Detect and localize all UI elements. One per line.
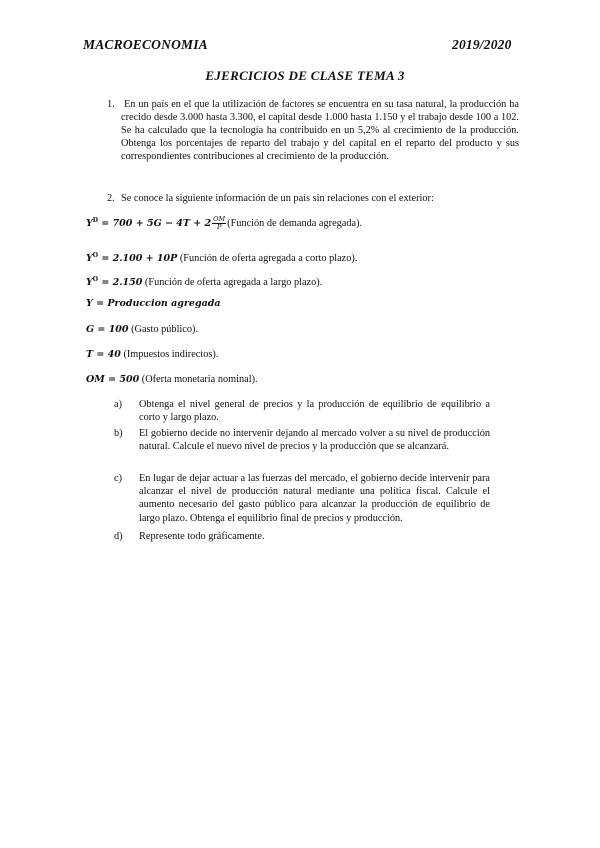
equation-indirect-taxes: T = 40 (Impuestos indirectos). — [86, 349, 219, 360]
exercise-1-number: 1. — [107, 99, 115, 110]
exercise-1 — [107, 98, 519, 178]
equation-long-run-supply: $Y^O = 2.150$ (Función de oferta agregada a largo plazo). — [86, 276, 323, 289]
equation-aggregate-output: Y = Produccion agregada — [86, 298, 221, 309]
question-b — [114, 427, 490, 469]
equation-short-run-supply: $Y^O = 2.100 + 10P$ (Función de oferta agregada a corto plazo). — [86, 252, 358, 265]
question-a-text: Obtenga el nivel general de precios y la producción de equilibrio de equilibrio a corto y largo plazo. — [139, 399, 490, 424]
exercise-2 — [107, 192, 519, 206]
question-c — [114, 472, 490, 528]
exercise-2-number: 2. — [107, 193, 115, 204]
question-a-label: a) — [114, 399, 122, 410]
fraction-om-p: $\frac{OM}{P}$ — [213, 215, 226, 232]
equation-money-supply: OM = 500 (Oferta monetaria nominal). — [86, 374, 258, 385]
question-d — [114, 530, 490, 544]
question-c-label: c) — [114, 473, 122, 484]
equation-aggregate-demand: $Y^D = 700 + 5G - 4T + 2$ $\frac{OM}{P}$ (Función de demanda agregada). — [86, 215, 363, 232]
header-subject: MACROECONOMIA — [83, 37, 208, 52]
question-b-text: El gobierno decide no intervenir dejando al mercado volver a su nivel de producción natural. Calcule el nuevo nivel de precios y la producción que se alcanzará. — [139, 428, 490, 453]
header-year: 2019/2020 — [452, 37, 512, 52]
equation-public-spending: G = 100 (Gasto público). — [86, 324, 199, 335]
page-title: EJERCICIOS DE CLASE TEMA 3 — [205, 68, 405, 83]
exercise-2-text: Se conoce la siguiente información de un país sin relaciones con el exterior: — [121, 193, 434, 204]
question-d-label: d) — [114, 531, 123, 542]
question-c-text: En lugar de dejar actuar a las fuerzas del mercado, el gobierno decide intervenir para alcanzar el nivel de producción natural mediante una política fiscal. Calcule el aumento necesario del gasto público para alcanzar la producción de equilibrio de largo plazo. Obtenga el equilibrio final de precios y producción. — [139, 473, 490, 524]
exercise-1-text: En un país en el que la utilización de factores se encuentra en su tasa natural, la producción ha crecido desde 3.000 hasta 3.300, el capital desde 1.000 hasta 1.150 y el trabajo desde 100 a 102. Se ha calculado que la tecnología ha contribuido en un 5,2% al crecimiento de la producción. Obtenga los porcentajes de reparto del trabajo y del capital en el reparto del producto y sus correspondientes contribuciones al crecimiento de la producción. — [121, 99, 519, 162]
question-b-label: b) — [114, 428, 123, 439]
question-a — [114, 398, 490, 426]
question-d-text: Represente todo gráficamente. — [139, 531, 265, 542]
